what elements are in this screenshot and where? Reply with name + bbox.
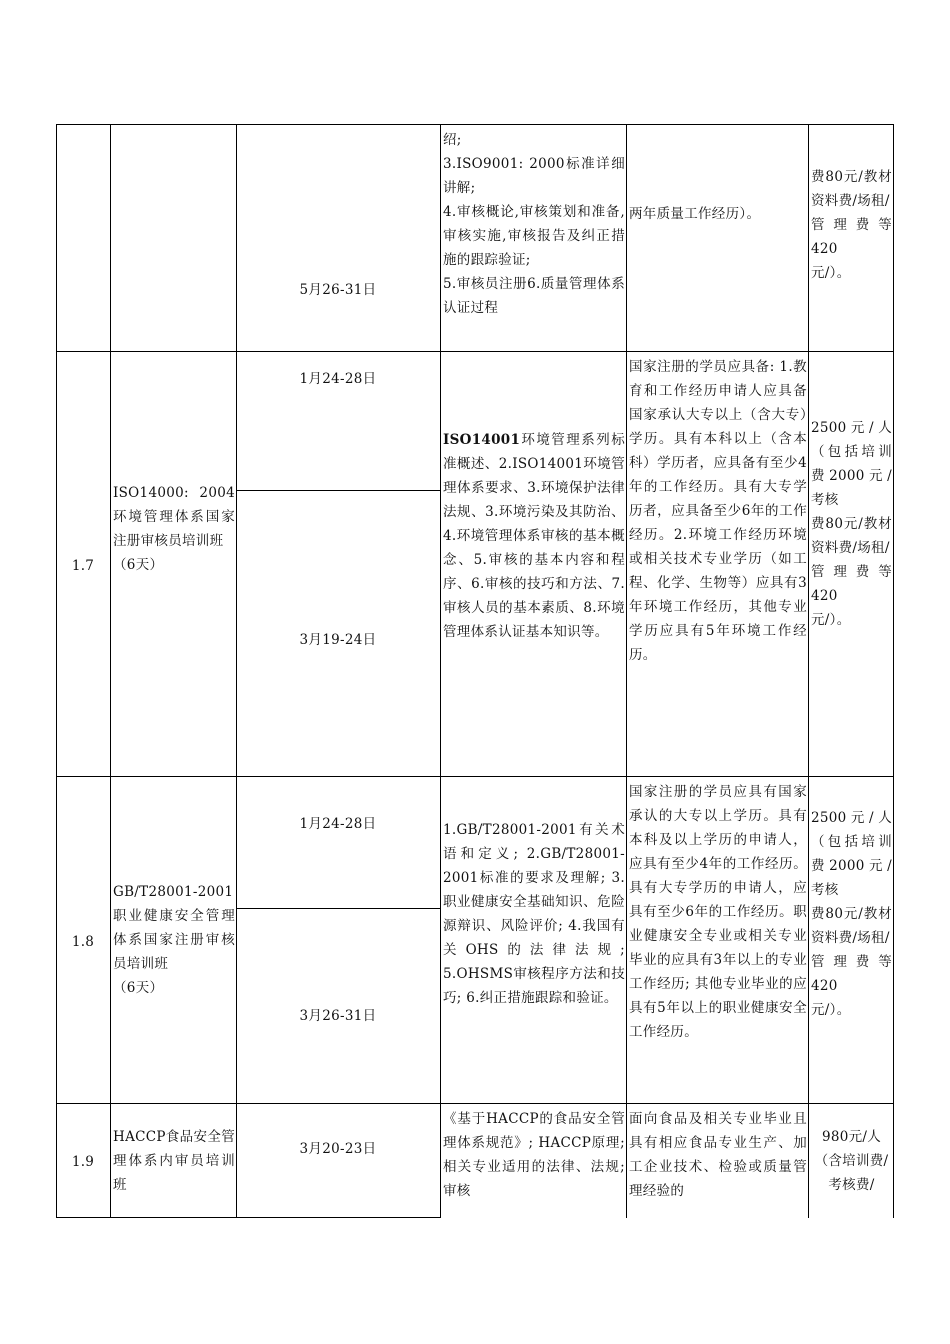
course-fee: 2500元/人（包括培训费2000元/考核 费80元/教材资料费/场租/ 管理费等420 元/）。 xyxy=(811,420,892,628)
course-name: HACCP食品安全管理体系内审员培训班 xyxy=(113,1129,235,1193)
course-content xyxy=(443,428,625,644)
row-divider xyxy=(56,351,894,352)
table-border-right xyxy=(893,124,894,1218)
course-date: 5月26-31日 xyxy=(299,282,377,298)
course-date: 1月24-28日 xyxy=(299,371,377,387)
standard-code: ISO14001 xyxy=(443,432,521,448)
course-number: 1.8 xyxy=(71,934,95,950)
course-fee: 980元/人 （含培训费/考核费/ xyxy=(814,1129,889,1193)
row-divider xyxy=(56,776,894,777)
course-date: 3月26-31日 xyxy=(299,1008,377,1024)
table-divider xyxy=(440,124,441,1218)
table-divider xyxy=(808,124,809,1218)
course-name: ISO14000: 2004环境管理体系国家注册审核员培训班 （6天） xyxy=(113,485,235,573)
course-fee: 费80元/教材资料费/场租/ 管理费等420 元/）。 xyxy=(811,169,892,281)
table-border-bottom xyxy=(56,1217,441,1218)
date-divider xyxy=(236,490,440,491)
course-date: 3月20-23日 xyxy=(299,1141,377,1157)
table-border-left xyxy=(56,124,57,1218)
course-number: 1.9 xyxy=(71,1154,95,1170)
table-divider xyxy=(626,124,627,1218)
course-requirements: 国家注册的学员应具备: 1.教育和工作经历申请人应具备国家承认大专以上（含大专）学历。具有本科以上（含本科）学历者，应具备有至少4年的工作经历。具有大专学历者，应具备至少6年的工作经历。2.环境工作经历环境或相关技术专业学历（如工程、化学、生物等）应具有3年环境工作经历，其他专业学历应具有5年环境工作经历。 xyxy=(629,359,807,663)
row-divider xyxy=(56,1103,894,1104)
course-requirements: 面向食品及相关专业毕业且具有相应食品专业生产、加工企业技术、检验或质量管理经验的 xyxy=(629,1111,807,1199)
course-content: 《基于HACCP的食品安全管理体系规范》; HACCP原理; 相关专业适用的法律、法规; 审核 xyxy=(443,1111,625,1199)
course-requirements: 两年质量工作经历）。 xyxy=(629,206,761,222)
course-content: 1.GB/T28001-2001有关术语和定义; 2.GB/T28001-2001标准的要求及理解; 3.职业健康安全基础知识、危险源辩识、风险评价; 4.我国有关OHS的法律法规; 5.OHSMS审核程序方法和技巧; 6.纠正措施跟踪和验证。 xyxy=(443,822,625,1006)
course-content: 绍; 3.ISO9001: 2000标准详细讲解; 4.审核概论,审核策划和准备,审核实施,审核报告及纠正措施的跟踪验证; 5.审核员注册6.质量管理体系认证过程 xyxy=(443,132,625,316)
course-date: 1月24-28日 xyxy=(299,816,377,832)
course-date: 3月19-24日 xyxy=(299,632,377,648)
table-divider xyxy=(110,124,111,1218)
date-divider xyxy=(236,908,440,909)
table-border-top xyxy=(56,124,894,125)
course-requirements: 国家注册的学员应具有国家承认的大专以上学历。具有本科及以上学历的申请人，应具有至少4年的工作经历。具有大专学历的申请人，应具有至少6年的工作经历。职业健康安全专业或相关专业毕业的应具有3年以上的专业工作经历; 其他专业毕业的应具有5年以上的职业健康安全工作经历。 xyxy=(629,784,807,1040)
course-name: GB/T28001-2001 职业健康安全管理体系国家注册审核员培训班 （6天） xyxy=(113,884,235,996)
course-fee: 2500元/人（包括培训费2000元/考核 费80元/教材资料费/场租/ 管理费等420 元/）。 xyxy=(811,810,892,1018)
course-number: 1.7 xyxy=(71,558,95,574)
content-text: 环境管理系列标准概述、2.ISO14001环境管理体系要求、3.环境保护法律法规、3.环境污染及其防治、4.环境管理体系审核的基本概念、5.审核的基本内容和程序、6.审核的技巧和方法、7.审核人员的基本素质、8.环境管理体系认证基本知识等。 xyxy=(443,432,625,640)
